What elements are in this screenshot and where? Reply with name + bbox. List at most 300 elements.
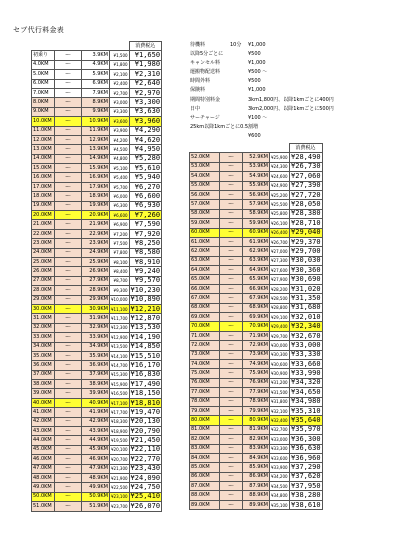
distance-to: 75.9KM bbox=[243, 369, 270, 378]
fee-label: 25km以降1kmごとに0.5割増 bbox=[190, 123, 259, 130]
price-pretax: ¥24,300 bbox=[270, 162, 290, 171]
distance-to: 13.9KM bbox=[82, 145, 110, 154]
range-separator: ～ bbox=[220, 181, 243, 190]
price-total: ¥35,970 bbox=[291, 425, 321, 434]
table-row bbox=[190, 378, 323, 387]
table-row bbox=[32, 380, 162, 389]
range-separator: ～ bbox=[220, 162, 243, 171]
price-pretax: ¥29,400 bbox=[270, 322, 290, 331]
distance-from: 82.0KM bbox=[190, 435, 220, 444]
price-total: ¥31,020 bbox=[291, 284, 321, 293]
distance-from: 45.0KM bbox=[32, 445, 55, 454]
distance-to: 79.9KM bbox=[243, 406, 270, 415]
distance-to: 62.9KM bbox=[243, 247, 270, 256]
price-pretax: ¥7,200 bbox=[110, 229, 130, 238]
price-pretax: ¥33,900 bbox=[270, 463, 290, 472]
table-row bbox=[32, 248, 162, 257]
range-separator: ～ bbox=[55, 295, 82, 304]
header-blank bbox=[190, 144, 220, 153]
range-separator: ～ bbox=[55, 117, 82, 126]
distance-from: 75.0KM bbox=[190, 369, 220, 378]
range-separator: ～ bbox=[220, 444, 243, 453]
range-separator: ～ bbox=[55, 304, 82, 313]
distance-to: 80.9KM bbox=[243, 416, 270, 425]
price-total: ¥38,280 bbox=[291, 491, 321, 500]
distance-from: 72.0KM bbox=[190, 341, 220, 350]
distance-from: 30.0KM bbox=[32, 304, 55, 313]
price-total: ¥37,290 bbox=[291, 462, 321, 471]
distance-to: 61.9KM bbox=[243, 237, 270, 246]
distance-from: 71.0KM bbox=[190, 331, 220, 340]
range-separator: ～ bbox=[55, 70, 82, 79]
price-pretax: ¥32,700 bbox=[270, 425, 290, 434]
distance-to: 78.9KM bbox=[243, 397, 270, 406]
range-separator: ～ bbox=[55, 60, 82, 69]
distance-to: 85.9KM bbox=[243, 463, 270, 472]
range-separator: ～ bbox=[220, 472, 243, 481]
distance-to: 14.9KM bbox=[82, 154, 110, 163]
distance-from: 43.0KM bbox=[32, 427, 55, 436]
price-total: ¥29,370 bbox=[291, 237, 321, 246]
distance-to: 65.9KM bbox=[243, 275, 270, 284]
distance-to: 73.9KM bbox=[243, 350, 270, 359]
price-pretax: ¥24,600 bbox=[270, 172, 290, 181]
table-row bbox=[32, 79, 162, 88]
price-total: ¥28,490 bbox=[291, 153, 321, 162]
table-row bbox=[32, 60, 162, 69]
price-pretax: ¥1,800 bbox=[110, 60, 130, 69]
price-pretax: ¥25,200 bbox=[270, 190, 290, 199]
price-total: ¥34,320 bbox=[291, 378, 321, 387]
price-total: ¥21,450 bbox=[130, 436, 161, 445]
distance-from: 46.0KM bbox=[32, 455, 55, 464]
price-total: ¥30,360 bbox=[291, 265, 321, 274]
distance-to: 47.9KM bbox=[82, 464, 110, 473]
table-row bbox=[32, 286, 162, 295]
table-header-row bbox=[32, 42, 162, 51]
distance-from: 14.0KM bbox=[32, 154, 55, 163]
price-total: ¥14,850 bbox=[130, 342, 161, 351]
range-separator: ～ bbox=[55, 361, 82, 370]
price-total: ¥33,660 bbox=[291, 359, 321, 368]
range-separator: ～ bbox=[220, 294, 243, 303]
price-pretax: ¥33,600 bbox=[270, 453, 290, 462]
price-total: ¥14,190 bbox=[130, 332, 161, 341]
distance-from: 44.0KM bbox=[32, 436, 55, 445]
price-total: ¥26,730 bbox=[291, 162, 321, 171]
distance-to: 51.9KM bbox=[82, 502, 110, 511]
range-separator: ～ bbox=[55, 314, 82, 323]
price-pretax: ¥14,100 bbox=[110, 351, 130, 360]
distance-from: 74.0KM bbox=[190, 359, 220, 368]
range-separator: ～ bbox=[55, 427, 82, 436]
range-separator: ～ bbox=[220, 453, 243, 462]
distance-to: 77.9KM bbox=[243, 388, 270, 397]
price-total: ¥33,330 bbox=[291, 350, 321, 359]
distance-to: 54.9KM bbox=[243, 172, 270, 181]
distance-from: 36.0KM bbox=[32, 361, 55, 370]
distance-from: 78.0KM bbox=[190, 397, 220, 406]
price-pretax: ¥20,700 bbox=[110, 455, 130, 464]
range-separator: ～ bbox=[220, 406, 243, 415]
price-total: ¥36,300 bbox=[291, 434, 321, 443]
range-separator: ～ bbox=[220, 172, 243, 181]
price-total: ¥7,920 bbox=[129, 229, 162, 238]
price-pretax: ¥3,300 bbox=[110, 107, 130, 116]
range-separator: ～ bbox=[220, 341, 243, 350]
distance-from: 27.0KM bbox=[32, 276, 55, 285]
price-pretax: ¥25,500 bbox=[270, 200, 290, 209]
table-row bbox=[32, 192, 162, 201]
fee-unit: 10分 bbox=[230, 42, 242, 48]
distance-from: 31.0KM bbox=[32, 314, 55, 323]
table-row bbox=[190, 237, 323, 246]
price-total: ¥3,630 bbox=[129, 107, 162, 116]
table-row bbox=[32, 304, 162, 313]
distance-from: 51.0KM bbox=[32, 502, 55, 511]
distance-to: 89.9KM bbox=[243, 500, 270, 509]
table-row bbox=[190, 228, 323, 237]
table-row bbox=[190, 444, 323, 453]
fee-label: 時間外料 bbox=[190, 78, 211, 85]
price-pretax: ¥5,700 bbox=[110, 182, 130, 191]
distance-to: 53.9KM bbox=[243, 162, 270, 171]
distance-from: 17.0KM bbox=[32, 182, 55, 191]
table-row bbox=[32, 455, 162, 464]
range-separator: ～ bbox=[220, 284, 243, 293]
distance-from: 59.0KM bbox=[190, 219, 220, 228]
table-row bbox=[190, 209, 323, 218]
range-separator: ～ bbox=[55, 107, 82, 116]
distance-to: 60.9KM bbox=[243, 228, 270, 237]
price-pretax: ¥27,300 bbox=[270, 256, 290, 265]
table-row bbox=[190, 453, 323, 462]
page-title: セブ代行料金表 bbox=[13, 26, 65, 34]
table-row bbox=[190, 219, 323, 228]
table-row bbox=[32, 483, 162, 492]
distance-to: 41.9KM bbox=[82, 408, 110, 417]
distance-to: 10.9KM bbox=[82, 117, 110, 126]
range-separator: ～ bbox=[55, 267, 82, 276]
range-separator: ～ bbox=[55, 201, 82, 210]
range-separator: ～ bbox=[220, 378, 243, 387]
range-separator: ～ bbox=[220, 153, 243, 162]
fee-label: 保険料 bbox=[190, 87, 206, 94]
table-row bbox=[32, 239, 162, 248]
price-pretax: ¥14,700 bbox=[110, 361, 130, 370]
table-row bbox=[32, 88, 162, 97]
table-row bbox=[32, 257, 162, 266]
table-row bbox=[32, 473, 162, 482]
distance-to: 66.9KM bbox=[243, 284, 270, 293]
range-separator: ～ bbox=[55, 248, 82, 257]
range-separator: ～ bbox=[220, 237, 243, 246]
price-pretax: ¥6,000 bbox=[110, 192, 130, 201]
price-total: ¥32,340 bbox=[291, 322, 321, 331]
range-separator: ～ bbox=[55, 239, 82, 248]
table-row bbox=[32, 314, 162, 323]
table-row bbox=[32, 164, 162, 173]
distance-from: 39.0KM bbox=[32, 389, 55, 398]
distance-from: 58.0KM bbox=[190, 209, 220, 218]
fee-value: ¥100 ～ bbox=[248, 114, 268, 121]
price-total: ¥4,620 bbox=[129, 135, 162, 144]
distance-to: 46.9KM bbox=[82, 455, 110, 464]
distance-to: 52.9KM bbox=[243, 153, 270, 162]
range-separator: ～ bbox=[55, 154, 82, 163]
price-total: ¥33,000 bbox=[291, 340, 321, 349]
table-row bbox=[32, 98, 162, 107]
table-row bbox=[32, 464, 162, 473]
distance-from: 57.0KM bbox=[190, 200, 220, 209]
range-separator: ～ bbox=[55, 126, 82, 135]
table-row bbox=[190, 275, 323, 284]
distance-to: 26.9KM bbox=[82, 267, 110, 276]
distance-to: 58.9KM bbox=[243, 209, 270, 218]
price-pretax: ¥10,000 bbox=[110, 295, 130, 304]
price-total: ¥20,130 bbox=[130, 417, 161, 426]
distance-to: 23.9KM bbox=[82, 239, 110, 248]
range-separator: ～ bbox=[220, 228, 243, 237]
distance-to: 72.9KM bbox=[243, 341, 270, 350]
price-pretax: ¥9,300 bbox=[110, 286, 130, 295]
price-total: ¥2,310 bbox=[129, 70, 162, 79]
price-pretax: ¥8,400 bbox=[110, 267, 130, 276]
price-pretax: ¥28,500 bbox=[270, 294, 290, 303]
distance-from: 21.0KM bbox=[32, 220, 55, 229]
fee-value: ¥1,000 bbox=[248, 42, 266, 48]
range-separator: ～ bbox=[55, 220, 82, 229]
price-total: ¥3,960 bbox=[129, 117, 162, 126]
price-pretax: ¥5,400 bbox=[110, 173, 130, 182]
range-separator: ～ bbox=[220, 350, 243, 359]
table-row bbox=[32, 323, 162, 332]
range-separator: ～ bbox=[55, 436, 82, 445]
distance-to: 6.9KM bbox=[82, 79, 110, 88]
price-total: ¥13,530 bbox=[130, 323, 161, 332]
distance-to: 38.9KM bbox=[82, 380, 110, 389]
price-pretax: ¥18,900 bbox=[110, 427, 130, 436]
table-row bbox=[190, 303, 323, 312]
range-separator: ～ bbox=[220, 266, 243, 275]
price-total: ¥24,750 bbox=[130, 483, 161, 492]
price-total: ¥29,040 bbox=[291, 228, 321, 237]
tax-header: 消費税込 bbox=[289, 144, 322, 153]
range-separator: ～ bbox=[55, 173, 82, 182]
price-total: ¥26,070 bbox=[130, 501, 161, 510]
price-pretax: ¥5,100 bbox=[110, 164, 130, 173]
distance-to: 64.9KM bbox=[243, 266, 270, 275]
distance-from: 33.0KM bbox=[32, 333, 55, 342]
distance-from: 70.0KM bbox=[190, 322, 220, 331]
distance-from: 66.0KM bbox=[190, 284, 220, 293]
price-total: ¥38,610 bbox=[291, 500, 321, 509]
table-row bbox=[190, 313, 323, 322]
fee-label: 運搬物配送料 bbox=[190, 69, 221, 76]
price-total: ¥29,700 bbox=[291, 246, 321, 255]
price-pretax: ¥2,100 bbox=[110, 70, 130, 79]
price-total: ¥35,310 bbox=[291, 406, 321, 415]
tax-header: 消費税込 bbox=[129, 42, 162, 51]
price-total: ¥10,890 bbox=[130, 295, 161, 304]
price-pretax: ¥30,600 bbox=[270, 359, 290, 368]
range-separator: ～ bbox=[220, 256, 243, 265]
fee-value: 3km2,000円、以降1kmごとに500円 bbox=[248, 105, 334, 112]
price-pretax: ¥13,500 bbox=[110, 342, 130, 351]
range-separator: ～ bbox=[220, 397, 243, 406]
distance-from: 15.0KM bbox=[32, 164, 55, 173]
distance-to: 32.9KM bbox=[82, 323, 110, 332]
price-total: ¥32,670 bbox=[291, 331, 321, 340]
price-total: ¥16,170 bbox=[130, 360, 161, 369]
price-total: ¥5,280 bbox=[129, 154, 162, 163]
price-total: ¥3,300 bbox=[129, 98, 162, 107]
price-pretax: ¥24,900 bbox=[270, 181, 290, 190]
fare-table-left bbox=[31, 41, 162, 512]
range-separator: ～ bbox=[55, 276, 82, 285]
range-separator: ～ bbox=[220, 359, 243, 368]
distance-to: 24.9KM bbox=[82, 248, 110, 257]
range-separator: ～ bbox=[55, 492, 82, 501]
distance-from: 80.0KM bbox=[190, 416, 220, 425]
price-pretax: ¥7,800 bbox=[110, 248, 130, 257]
table-row bbox=[32, 276, 162, 285]
distance-to: 74.9KM bbox=[243, 359, 270, 368]
price-total: ¥30,690 bbox=[291, 275, 321, 284]
distance-from: 11.0KM bbox=[32, 126, 55, 135]
price-total: ¥37,620 bbox=[291, 472, 321, 481]
price-pretax: ¥30,900 bbox=[270, 369, 290, 378]
distance-from: 89.0KM bbox=[190, 500, 220, 509]
distance-to: 55.9KM bbox=[243, 181, 270, 190]
price-total: ¥6,270 bbox=[129, 182, 162, 191]
range-separator: ～ bbox=[220, 303, 243, 312]
fee-value: ¥500 ～ bbox=[248, 69, 268, 76]
price-total: ¥27,390 bbox=[291, 181, 321, 190]
distance-from: 初乗り bbox=[32, 51, 55, 60]
distance-from: 34.0KM bbox=[32, 342, 55, 351]
price-pretax: ¥3,000 bbox=[110, 98, 130, 107]
price-total: ¥2,970 bbox=[129, 88, 162, 97]
table-row bbox=[32, 135, 162, 144]
distance-to: 8.9KM bbox=[82, 98, 110, 107]
price-pretax: ¥27,900 bbox=[270, 275, 290, 284]
distance-to: 37.9KM bbox=[82, 370, 110, 379]
price-pretax: ¥33,000 bbox=[270, 435, 290, 444]
price-pretax: ¥15,900 bbox=[110, 380, 130, 389]
price-pretax: ¥23,100 bbox=[110, 492, 130, 501]
table-row bbox=[32, 502, 162, 511]
table-row bbox=[32, 182, 162, 191]
distance-to: 12.9KM bbox=[82, 135, 110, 144]
table-row bbox=[32, 445, 162, 454]
price-pretax: ¥27,600 bbox=[270, 266, 290, 275]
table-row bbox=[190, 397, 323, 406]
fee-value: ¥1,000 bbox=[248, 87, 266, 94]
table-row bbox=[32, 267, 162, 276]
price-total: ¥6,930 bbox=[129, 201, 162, 210]
table-row bbox=[190, 491, 323, 500]
distance-from: 79.0KM bbox=[190, 406, 220, 415]
table-row bbox=[32, 117, 162, 126]
price-total: ¥33,990 bbox=[291, 369, 321, 378]
price-total: ¥27,060 bbox=[291, 171, 321, 180]
range-separator: ～ bbox=[55, 229, 82, 238]
price-pretax: ¥30,300 bbox=[270, 350, 290, 359]
distance-to: 88.9KM bbox=[243, 491, 270, 500]
range-separator: ～ bbox=[220, 219, 243, 228]
range-separator: ～ bbox=[220, 275, 243, 284]
distance-from: 47.0KM bbox=[32, 464, 55, 473]
distance-to: 57.9KM bbox=[243, 200, 270, 209]
distance-from: 9.0KM bbox=[32, 107, 55, 116]
table-row bbox=[32, 107, 162, 116]
distance-to: 39.9KM bbox=[82, 389, 110, 398]
distance-from: 84.0KM bbox=[190, 453, 220, 462]
distance-to: 4.9KM bbox=[82, 60, 110, 69]
price-pretax: ¥12,900 bbox=[110, 333, 130, 342]
distance-to: 22.9KM bbox=[82, 229, 110, 238]
price-total: ¥28,710 bbox=[291, 218, 321, 227]
distance-to: 63.9KM bbox=[243, 256, 270, 265]
distance-from: 37.0KM bbox=[32, 370, 55, 379]
table-row bbox=[190, 322, 323, 331]
range-separator: ～ bbox=[220, 463, 243, 472]
price-total: ¥7,260 bbox=[129, 211, 162, 220]
distance-from: 24.0KM bbox=[32, 248, 55, 257]
table-row bbox=[32, 389, 162, 398]
distance-from: 20.0KM bbox=[32, 211, 55, 220]
price-total: ¥4,290 bbox=[129, 126, 162, 135]
price-pretax: ¥15,300 bbox=[110, 370, 130, 379]
price-pretax: ¥30,000 bbox=[270, 341, 290, 350]
distance-to: 33.9KM bbox=[82, 333, 110, 342]
price-total: ¥8,580 bbox=[129, 248, 162, 257]
distance-from: 8.0KM bbox=[32, 98, 55, 107]
range-separator: ～ bbox=[55, 323, 82, 332]
distance-from: 77.0KM bbox=[190, 388, 220, 397]
table-row bbox=[32, 295, 162, 304]
price-pretax: ¥3,600 bbox=[110, 117, 130, 126]
distance-to: 81.9KM bbox=[243, 425, 270, 434]
price-pretax: ¥31,500 bbox=[270, 388, 290, 397]
price-total: ¥19,470 bbox=[130, 407, 161, 416]
price-pretax: ¥8,700 bbox=[110, 276, 130, 285]
distance-to: 28.9KM bbox=[82, 286, 110, 295]
price-total: ¥23,430 bbox=[130, 464, 161, 473]
distance-to: 20.9KM bbox=[82, 211, 110, 220]
header-blank bbox=[243, 144, 270, 153]
distance-from: 53.0KM bbox=[190, 162, 220, 171]
table-row bbox=[190, 406, 323, 415]
distance-from: 6.0KM bbox=[32, 79, 55, 88]
table-row bbox=[190, 341, 323, 350]
table-row bbox=[190, 247, 323, 256]
range-separator: ～ bbox=[55, 370, 82, 379]
price-pretax: ¥4,500 bbox=[110, 145, 130, 154]
price-pretax: ¥25,800 bbox=[270, 209, 290, 218]
price-total: ¥9,240 bbox=[129, 267, 162, 276]
table-row bbox=[190, 482, 323, 491]
distance-from: 40.0KM bbox=[32, 398, 55, 407]
price-total: ¥34,980 bbox=[291, 397, 321, 406]
range-separator: ～ bbox=[55, 342, 82, 351]
price-pretax: ¥11,100 bbox=[110, 304, 130, 313]
price-total: ¥31,350 bbox=[291, 293, 321, 302]
fee-value: ¥1,000 bbox=[248, 60, 266, 67]
price-total: ¥18,150 bbox=[130, 389, 161, 398]
table-row bbox=[190, 369, 323, 378]
